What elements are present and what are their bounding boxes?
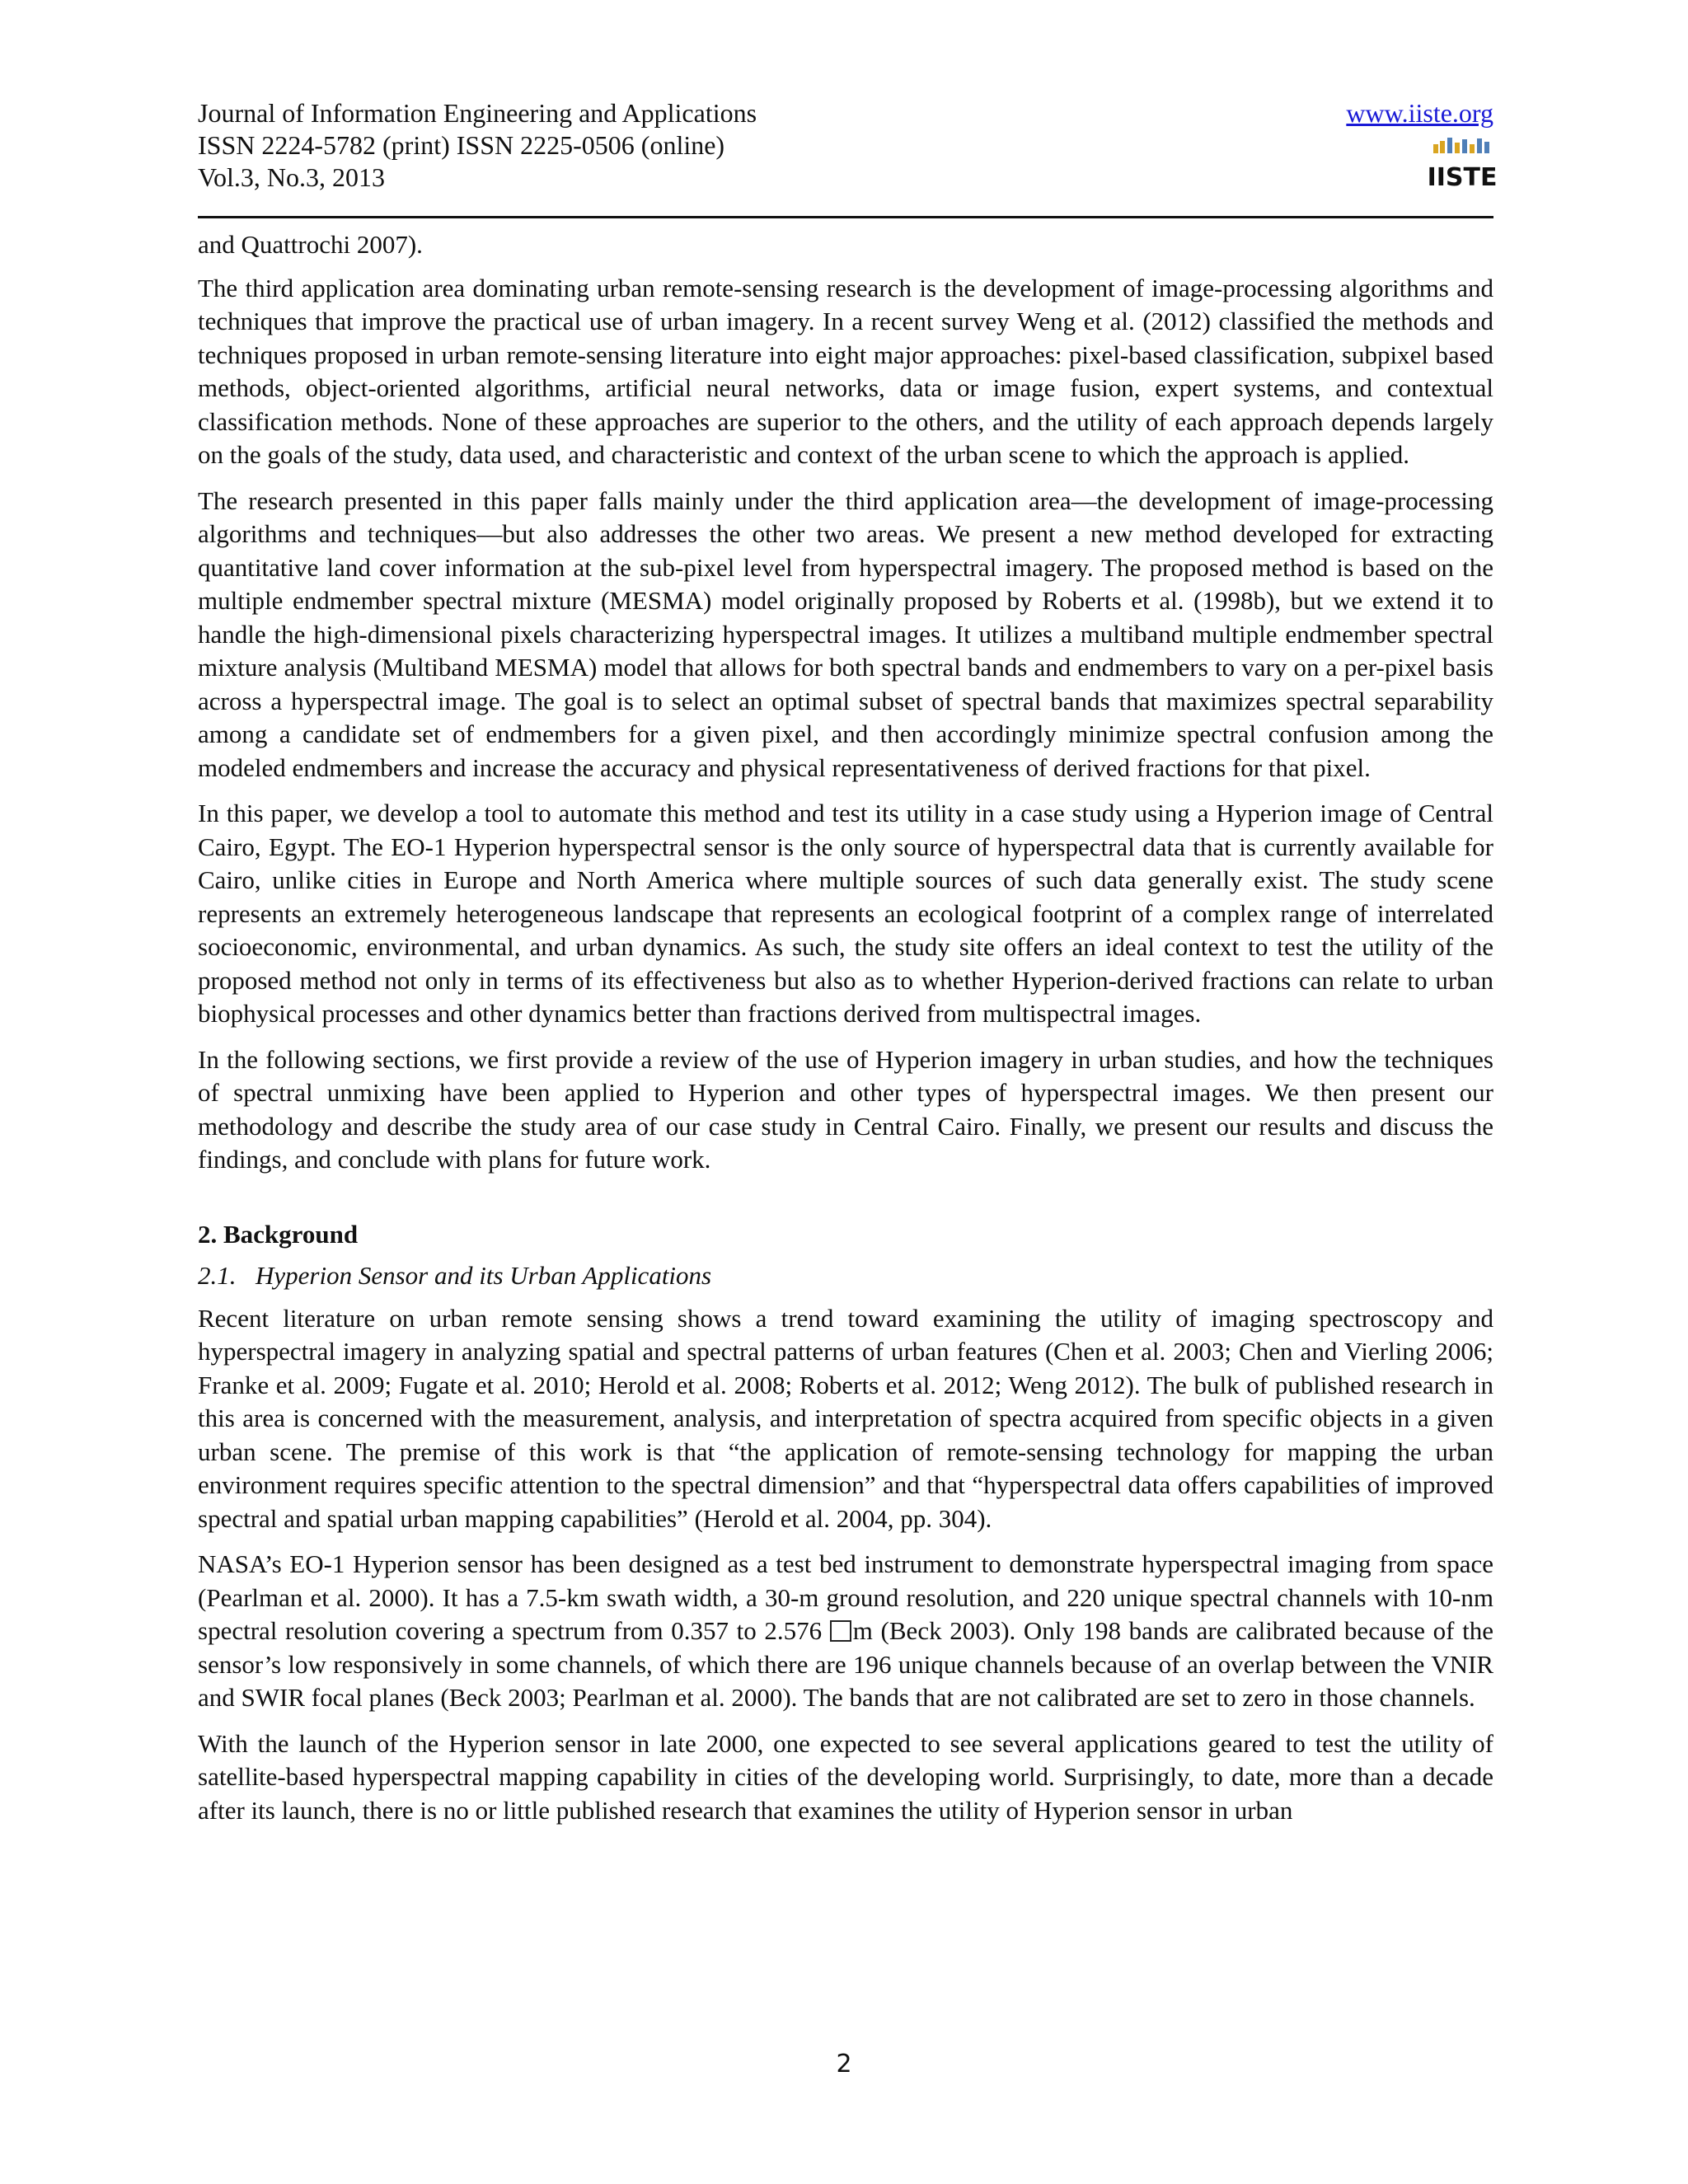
paragraph-text: (Beck 2003). Only 198 bands are calibrated because of the sensor’s low responsively in some channels, of which there are 196 unique channels because of an overlap between the VNIR and SWIR focal planes (Beck 2003; Pearlman et al. 2000). The bands that are not calibrated are set to zero in those channels. [198,1616,1493,1712]
page-header [198,97,1498,221]
section-heading: 2. Background [198,1219,359,1249]
journal-name: Journal of Information Engineering and Applications [198,98,757,128]
paragraph-text: NASA’s EO-1 Hyperion sensor has been designed as a test bed instrument to demonstrate hyperspectral imaging from space (Pearlman et al. 2000). It has a 7.5-km swath width, a 30-m ground resolution, and 220 unique spectral channels with 10-nm spectral resolution covering a spectrum from 0.357 to 2.576 [198,1549,1493,1645]
subsection-heading [198,1259,1493,1292]
unit-text: m [852,1616,873,1645]
volume-line: Vol.3, No.3, 2013 [198,162,385,192]
journal-info [198,97,757,194]
logo-lettering: IISTE [1427,163,1498,192]
publisher-block [1346,97,1498,192]
page-number: 2 [836,2050,852,2079]
missing-glyph-icon [830,1620,851,1642]
issn-line: ISSN 2224-5782 (print) ISSN 2225-0506 (online) [198,130,725,160]
paragraph: In the following sections, we first provide a review of the use of Hyperion imagery in urban studies, and how the techniques of spectral unmixing have been applied to Hyperion and other types of hyperspectral images. We then present our methodology and describe the study area of our case study in Central Cairo. Finally, we present our results and discuss the findings, and conclude with plans for future work. [198,1044,1493,1174]
paragraph: In this paper, we develop a tool to automate this method and test its utility in a case study using a Hyperion image of Central Cairo, Egypt. The EO-1 Hyperion hyperspectral sensor is the only source of hyperspectral data that is currently available for Cairo, unlike cities in Europe and North America where multiple sources of such data generally exist. The study scene represents an extremely heterogeneous landscape that represents an ecological footprint of a complex range of interrelated socioeconomic, environmental, and urban dynamics. As such, the study site offers an ideal context to test the utility of the proposed method not only in terms of its effectiveness but also as to whether Hyperion-derived fractions can relate to urban biophysical processes and other dynamics better than fractions derived from multispectral images. [198,799,1493,1028]
header-rule [198,216,1493,218]
paragraph: With the launch of the Hyperion sensor in late 2000, one expected to see several applications geared to test the utility of satellite-based hyperspectral mapping capability in cities of the developing world. Surprisingly, to date, more than a decade after its launch, there is no or little published research that examines the utility of Hyperion sensor in urban [198,1728,1493,1825]
paragraph: The research presented in this paper falls mainly under the third application area—the development of image-processing algorithms and techniques—but also addresses the other two areas. We present a new method developed for extracting quantitative land cover information at the sub-pixel level from hyperspectral imagery. The proposed method is based on the multiple endmember spectral mixture (MESMA) model originally proposed by Roberts et al. (1998b), but we extend it to handle the high-dimensional pixels characterizing hyperspectral images. It utilizes a multiband multiple endmember spectral mixture analysis (Multiband MESMA) model that allows for both spectral bands and endmembers to vary on a per-pixel basis across a hyperspectral image. The goal is to select an optimal subset of spectral bands that maximizes spectral separability among a candidate set of endmembers for a given pixel, and then accordingly minimize spectral confusion among the modeled endmembers and increase the accuracy and physical representativeness of derived fractions for that pixel. [198,485,1493,782]
iiste-logo-icon [1427,134,1498,192]
article-body [198,228,1493,1840]
continuation-text: and Quattrochi 2007). [198,230,423,259]
paragraph: The third application area dominating urban remote-sensing research is the development of image-processing algorithms and techniques that improve the practical use of urban imagery. In a recent survey Weng et al. (2012) classified the methods and techniques proposed in urban remote-sensing literature into eight major approaches: pixel-based classification, subpixel based methods, object-oriented algorithms, artificial neural networks, data or image fusion, expert systems, and contextual classification methods. None of these approaches are superior to the others, and the utility of each approach depends largely on the goals of the study, data used, and characteristic and context of the urban scene to which the approach is applied. [198,273,1493,469]
paragraph: Recent literature on urban remote sensing shows a trend toward examining the utility of imaging spectroscopy and hyperspectral imagery in analyzing spatial and spectral patterns of urban features (Chen et al. 2003; Chen and Vierling 2006; Franke et al. 2009; Fugate et al. 2010; Herold et al. 2008; Roberts et al. 2012; Weng 2012). The bulk of published research in this area is concerned with the measurement, analysis, and interpretation of spectra acquired from specific objects in a given urban scene. The premise of this work is that “the application of remote-sensing technology for mapping the urban environment requires specific attention to the spectral dimension” and that “hyperspectral data offers capabilities of improved spectral and spatial urban mapping capabilities” (Herold et al. 2004, pp. 304). [198,1303,1493,1533]
subsection-number: 2.1. [198,1260,237,1290]
subsection-title: Hyperion Sensor and its Urban Applications [256,1260,712,1290]
paragraph [198,1548,1493,1715]
website-link[interactable]: www.iiste.org [1346,98,1493,128]
